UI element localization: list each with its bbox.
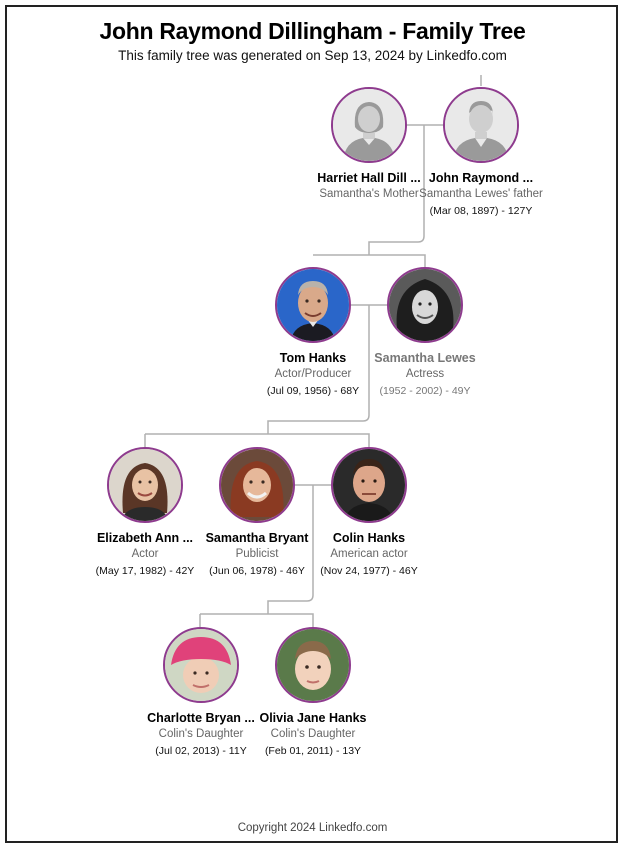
person-dates-john: (Mar 08, 1897) - 127Y [429, 205, 533, 217]
person-role-samantha-lewes: Actress [405, 368, 445, 380]
photo-charlotte-bryan [165, 629, 237, 701]
avatar-john[interactable] [443, 87, 519, 163]
female-silhouette-icon [333, 89, 405, 161]
person-dates-samantha-lewes: (1952 - 2002) - 49Y [379, 385, 471, 397]
connector-line [200, 614, 313, 627]
person-role-harriet: Samantha's Mother [319, 188, 419, 200]
person-name-olivia-jane-hanks[interactable]: Olivia Jane Hanks [259, 711, 367, 725]
avatar-samantha-lewes[interactable] [387, 267, 463, 343]
avatar-elizabeth-ann[interactable] [107, 447, 183, 523]
person-name-charlotte-bryan[interactable]: Charlotte Bryan ... [147, 711, 255, 725]
avatar-olivia-jane-hanks[interactable] [275, 627, 351, 703]
photo-colin-hanks [333, 449, 405, 521]
connector-line [145, 434, 369, 447]
photo-samantha-bryant [221, 449, 293, 521]
avatar-samantha-bryant[interactable] [219, 447, 295, 523]
avatar-charlotte-bryan[interactable] [163, 627, 239, 703]
person-dates-olivia-jane-hanks: (Feb 01, 2011) - 13Y [264, 745, 362, 757]
person-dates-colin-hanks: (Nov 24, 1977) - 46Y [320, 565, 418, 577]
photo-samantha-lewes [389, 269, 461, 341]
page-subtitle: This family tree was generated on Sep 13, 2024 by Linkedfo.com [118, 48, 507, 63]
copyright-footer: Copyright 2024 Linkedfo.com [237, 822, 388, 834]
person-name-tom-hanks[interactable]: Tom Hanks [279, 351, 347, 365]
person-role-tom-hanks: Actor/Producer [274, 368, 352, 380]
person-name-samantha-bryant[interactable]: Samantha Bryant [205, 531, 309, 545]
person-role-olivia-jane-hanks: Colin's Daughter [270, 728, 356, 740]
person-name-samantha-lewes[interactable]: Samantha Lewes [374, 351, 476, 365]
person-dates-charlotte-bryan: (Jul 02, 2013) - 11Y [155, 745, 247, 757]
avatar-colin-hanks[interactable] [331, 447, 407, 523]
person-role-charlotte-bryan: Colin's Daughter [158, 728, 244, 740]
person-name-john[interactable]: John Raymond ... [428, 171, 534, 185]
person-dates-tom-hanks: (Jul 09, 1956) - 68Y [266, 385, 360, 397]
person-name-harriet[interactable]: Harriet Hall Dill ... [317, 171, 421, 185]
person-name-colin-hanks[interactable]: Colin Hanks [332, 531, 406, 545]
photo-olivia-jane-hanks [277, 629, 349, 701]
person-name-elizabeth-ann[interactable]: Elizabeth Ann ... [96, 531, 194, 545]
avatar-harriet[interactable] [331, 87, 407, 163]
person-role-colin-hanks: American actor [330, 548, 408, 560]
person-dates-elizabeth-ann: (May 17, 1982) - 42Y [95, 565, 195, 577]
person-role-samantha-bryant: Publicist [235, 548, 279, 560]
photo-elizabeth-ann [109, 449, 181, 521]
person-role-elizabeth-ann: Actor [131, 548, 159, 560]
connector-line [313, 255, 425, 267]
photo-tom-hanks [277, 269, 349, 341]
male-silhouette-icon [445, 89, 517, 161]
person-role-john: Samantha Lewes' father [419, 188, 543, 200]
page-title: John Raymond Dillingham - Family Tree [99, 18, 526, 44]
person-dates-samantha-bryant: (Jun 06, 1978) - 46Y [209, 565, 305, 577]
avatar-tom-hanks[interactable] [275, 267, 351, 343]
